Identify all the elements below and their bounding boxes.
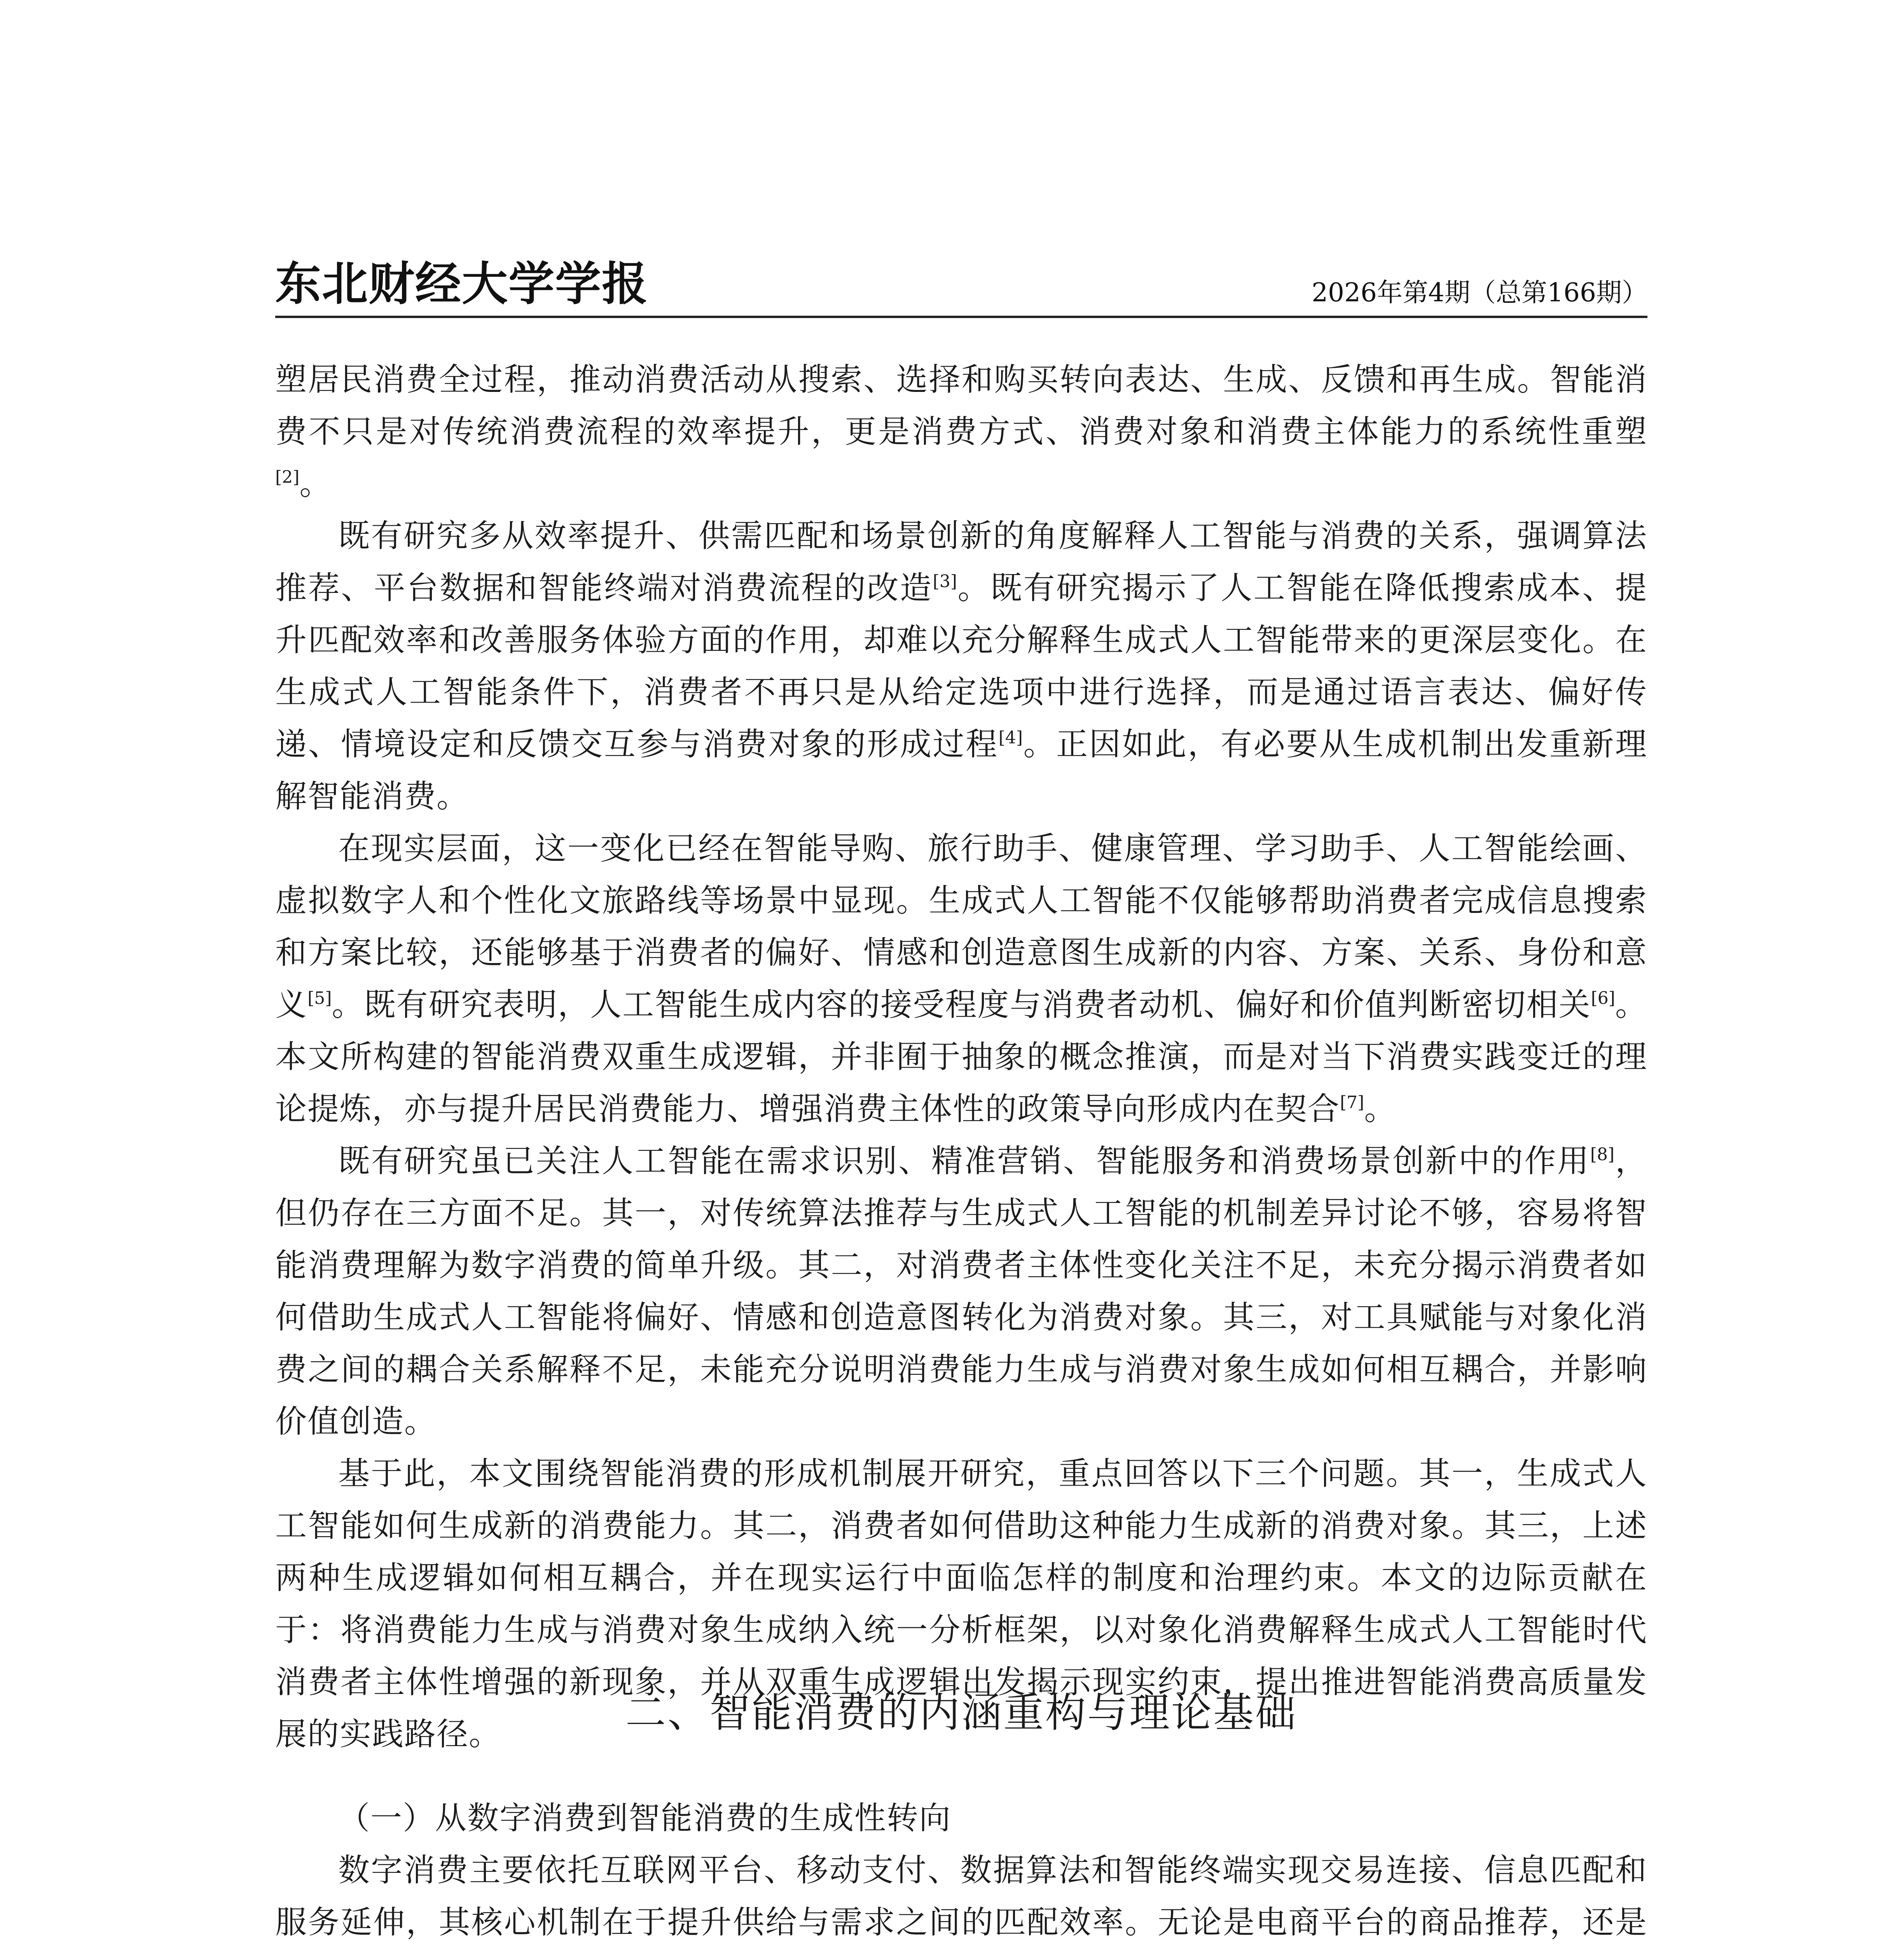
paragraph — [275, 354, 1647, 510]
paragraph-text: 既有研究多从效率提升、供需匹配和场景创新的角度解释人工智能与消费的关系，强调算法推荐、平台数据和智能终端对消费流程的改造 — [275, 518, 1647, 607]
section-title: 二、智能消费的内涵重构与理论基础 — [625, 1689, 1297, 1736]
citation-ref: [7] — [1340, 1093, 1364, 1112]
header-rule — [275, 316, 1647, 318]
paragraph-text: ，但仍存在三方面不足。其一，对传统算法推荐与生成式人工智能的机制差异讨论不够，容易将智能消费理解为数字消费的简单升级。其二，对消费者主体性变化关注不足，未充分揭示消费者如何借助生成式人工智能将偏好、情感和创造意图转化为消费对象。其三，对工具赋能与对象化消费之间的耦合关系解释不足，未能充分说明消费能力生成与消费对象生成如何相互耦合，并影响价值创造。 — [275, 1143, 1647, 1440]
paragraph-text: 既有研究虽已关注人工智能在需求识别、精准营销、智能服务和消费场景创新中的作用 — [338, 1143, 1590, 1180]
paragraph-text: 基于此，本文围绕智能消费的形成机制展开研究，重点回答以下三个问题。其一，生成式人工智能如何生成新的消费能力。其二，消费者如何借助这种能力生成新的消费对象。其三，上述两种生成逻辑如何相互耦合，并在现实运行中面临怎样的制度和治理约束。本文的边际贡献在于：将消费能力生成与消费对象生成纳入统一分析框架，以对象化消费解释生成式人工智能时代消费者主体性增强的新现象，并从双重生成逻辑出发揭示现实约束，提出推进智能消费高质量发展的实践路径。 — [275, 1456, 1647, 1753]
body-text-bottom — [275, 1792, 1647, 1944]
running-header — [275, 249, 1647, 327]
paragraph-text: 数字消费主要依托互联网平台、移动支付、数据算法和智能终端实现交易连接、信息匹配和服务延伸，其核心机制在于提升供给与需求之间的匹配效率。无论是电商平台的商品推荐，还是 — [275, 1852, 1647, 1941]
issue-info: 2026年第4期（总第166期） — [1312, 278, 1647, 308]
paragraph-text: 。 — [1364, 1091, 1397, 1128]
paragraph-text: 。既有研究表明，人工智能生成内容的接受程度与消费者动机、偏好和价值判断密切相关 — [332, 987, 1591, 1023]
citation-ref: [6] — [1591, 988, 1615, 1008]
citation-ref: [2] — [275, 467, 300, 487]
paragraph-text: 。既有研究揭示了人工智能在降低搜索成本、提升匹配效率和改善服务体验方面的作用，却难以充分解释生成式人工智能带来的更深层变化。在生成式人工智能条件下，消费者不再只是从给定选项中进行选择，而是通过语言表达、偏好传递、情境设定和反馈交互参与消费对象的形成过程 — [275, 570, 1647, 763]
citation-ref: [4] — [998, 728, 1023, 748]
paragraph — [275, 1135, 1647, 1448]
citation-ref: [8] — [1590, 1145, 1615, 1164]
paragraph-text: 。 — [299, 466, 332, 502]
paragraph-text: 。正因如此，有必要从生成机制出发重新理解智能消费。 — [275, 726, 1647, 815]
subsection-title: （一）从数字消费到智能消费的生成性转向 — [338, 1800, 952, 1837]
body-text-top — [275, 354, 1647, 1760]
citation-ref: [5] — [307, 988, 332, 1008]
citation-ref: [3] — [933, 572, 957, 591]
paragraph — [275, 1844, 1647, 1944]
paragraph — [275, 510, 1647, 823]
paragraph-text: 塑居民消费全过程，推动消费活动从搜索、选择和购买转向表达、生成、反馈和再生成。智能消费不只是对传统消费流程的效率提升，更是消费方式、消费对象和消费主体能力的系统性重塑 — [275, 362, 1647, 450]
journal-logo: 东北财经大学学报 — [275, 257, 649, 311]
paragraph-text: 在现实层面，这一变化已经在智能导购、旅行助手、健康管理、学习助手、人工智能绘画、虚拟数字人和个性化文旅路线等场景中显现。生成式人工智能不仅能够帮助消费者完成信息搜索和方案比较，还能够基于消费者的偏好、情感和创造意图生成新的内容、方案、关系、身份和意义 — [275, 830, 1647, 1023]
paragraph — [275, 823, 1647, 1135]
paragraph-text: 。本文所构建的智能消费双重生成逻辑，并非囿于抽象的概念推演，而是对当下消费实践变迁的理论提炼，亦与提升居民消费能力、增强消费主体性的政策导向形成内在契合 — [275, 987, 1647, 1128]
